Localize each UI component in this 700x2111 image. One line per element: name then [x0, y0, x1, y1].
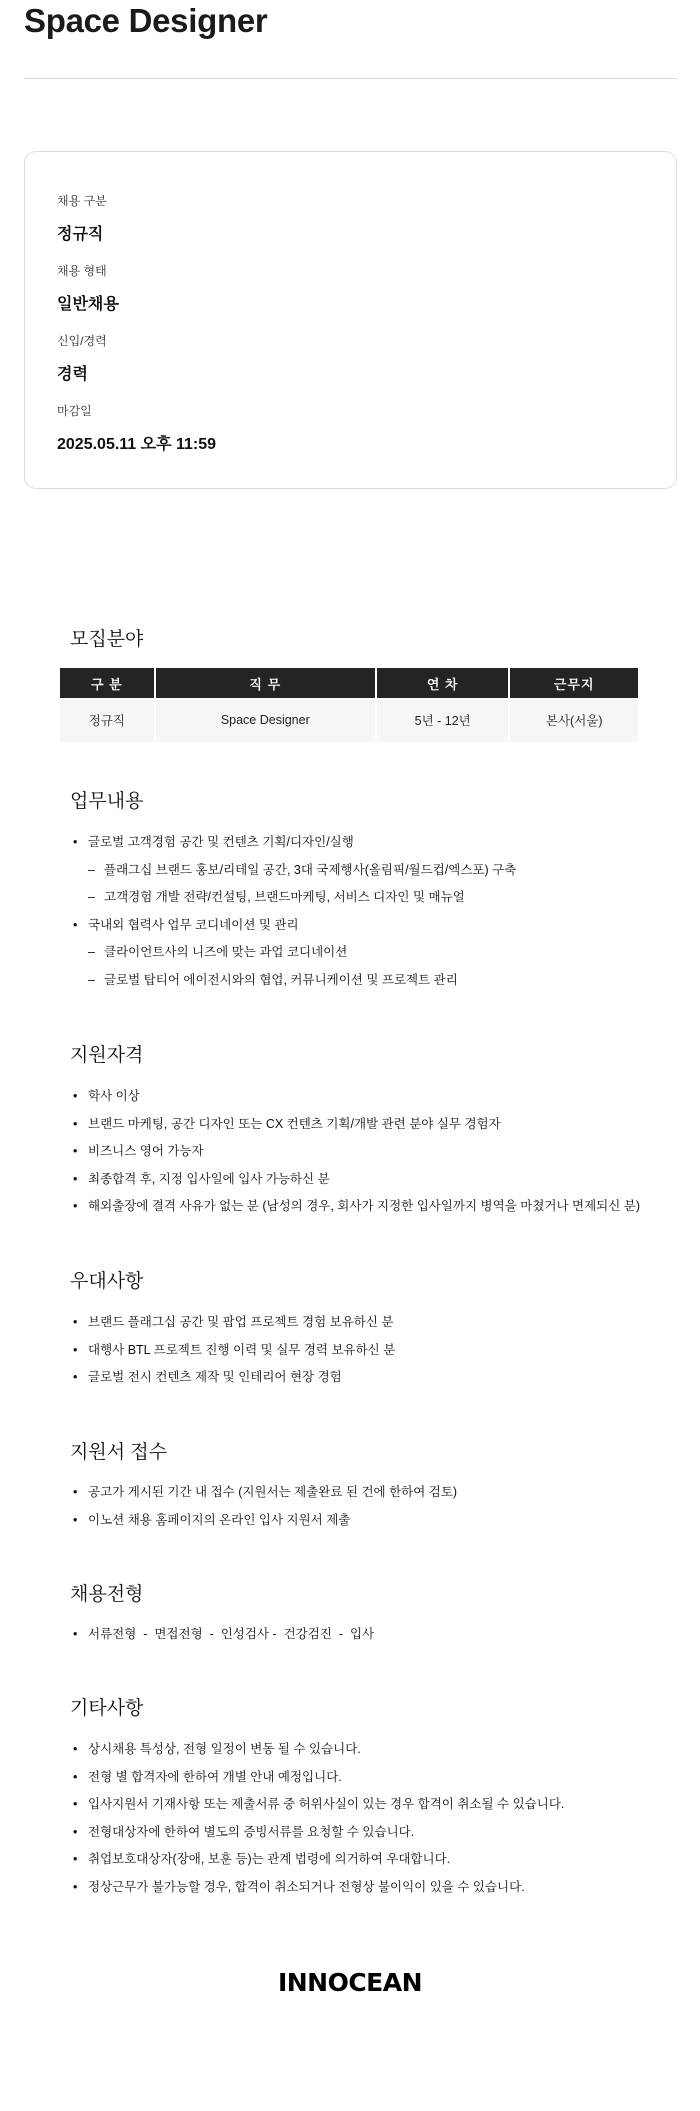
list-item: • 대행사 BTL 프로젝트 진행 이력 및 실무 경력 보유하신 분: [70, 1337, 395, 1365]
section-title-qualifications: 지원자격: [70, 1045, 144, 1066]
summary-label: 마감일: [57, 404, 92, 418]
etc-list: [70, 1736, 564, 1902]
table-header-row: [60, 668, 638, 698]
list-item: • 이노션 채용 홈페이지의 온라인 입사 지원서 제출: [70, 1507, 457, 1535]
table-header: 직 무: [156, 668, 375, 698]
table-header: 구 분: [60, 668, 154, 698]
list-subitem: – 글로벌 탑티어 에이전시와의 협업, 커뮤니케이션 및 프로젝트 관리: [70, 967, 516, 995]
table-header: 근무지: [510, 668, 638, 698]
application-list: [70, 1479, 457, 1534]
table-row: [60, 698, 638, 742]
title-divider: [24, 78, 677, 79]
list-item: • 전형 별 합격자에 한하여 개별 안내 예정입니다.: [70, 1764, 564, 1792]
section-title-preferred: 우대사항: [70, 1271, 144, 1292]
summary-employment-category: [57, 192, 107, 244]
section-title-field: 모집분야: [70, 629, 144, 650]
list-item: • 서류전형 - 면접전형 - 인성검사 - 건강검진 - 입사: [70, 1621, 374, 1649]
list-item: • 해외출장에 결격 사유가 없는 분 (남성의 경우, 회사가 지정한 입사일까지 병역을 마쳤거나 면제되신 분): [70, 1193, 640, 1221]
section-title-application: 지원서 접수: [70, 1442, 168, 1463]
qualifications-list: [70, 1083, 640, 1221]
summary-career-level: [57, 332, 107, 384]
summary-card: [24, 151, 677, 489]
list-item: • 정상근무가 불가능할 경우, 합격이 취소되거나 전형상 불이익이 있을 수 있습니다.: [70, 1874, 564, 1902]
page-title: Space Designer: [24, 2, 268, 39]
process-list: [70, 1621, 374, 1649]
innocean-logo: INNOCEAN: [277, 1968, 423, 1997]
list-item: • 글로벌 전시 컨텐츠 제작 및 인테리어 현장 경험: [70, 1364, 395, 1392]
summary-value: 2025.05.11 오후 11:59: [57, 436, 217, 453]
recruitment-table: [58, 668, 640, 742]
table-cell: Space Designer: [156, 698, 375, 742]
duties-list: [70, 829, 516, 995]
list-item: • 상시채용 특성상, 전형 일정이 변동 될 수 있습니다.: [70, 1736, 564, 1764]
list-item: • 비즈니스 영어 가능자: [70, 1138, 640, 1166]
summary-value: 경력: [57, 366, 88, 383]
table-cell: 정규직: [60, 698, 154, 742]
summary-label: 신입/경력: [57, 334, 107, 348]
section-title-etc: 기타사항: [70, 1698, 144, 1719]
table-cell: 본사(서울): [510, 698, 638, 742]
list-item: • 최종합격 후, 지정 입사일에 입사 가능하신 분: [70, 1166, 640, 1194]
summary-deadline: [57, 402, 216, 454]
table-header: 연 차: [377, 668, 509, 698]
list-item: • 공고가 게시된 기간 내 접수 (지원서는 제출완료 된 건에 한하여 검토): [70, 1479, 457, 1507]
list-item: • 국내외 협력사 업무 코디네이션 및 관리: [70, 912, 516, 940]
list-item: • 입사지원서 기재사항 또는 제출서류 중 허위사실이 있는 경우 합격이 취소될 수 있습니다.: [70, 1791, 564, 1819]
table-cell: 5년 - 12년: [377, 698, 509, 742]
list-item: • 브랜드 플래그십 공간 및 팝업 프로젝트 경험 보유하신 분: [70, 1309, 395, 1337]
summary-value: 정규직: [57, 226, 104, 243]
summary-employment-type: [57, 262, 119, 314]
summary-label: 채용 형태: [57, 264, 107, 278]
section-title-duties: 업무내용: [70, 791, 144, 812]
list-item: • 브랜드 마케팅, 공간 디자인 또는 CX 컨텐츠 기획/개발 관련 분야 실무 경험자: [70, 1111, 640, 1139]
list-subitem: – 클라이언트사의 니즈에 맞는 과업 코디네이션: [70, 939, 516, 967]
summary-label: 채용 구분: [57, 194, 107, 208]
list-item: • 글로벌 고객경험 공간 및 컨텐츠 기획/디자인/실행: [70, 829, 516, 857]
summary-value: 일반채용: [57, 296, 119, 313]
list-subitem: – 플래그십 브랜드 홍보/리테일 공간, 3대 국제행사(올림픽/월드컵/엑스포) 구축: [70, 857, 516, 885]
list-item: • 취업보호대상자(장애, 보훈 등)는 관계 법령에 의거하여 우대합니다.: [70, 1846, 564, 1874]
list-subitem: – 고객경험 개발 전략/컨설팅, 브랜드마케팅, 서비스 디자인 및 매뉴얼: [70, 884, 516, 912]
list-item: • 전형대상자에 한하여 별도의 증빙서류를 요청할 수 있습니다.: [70, 1819, 564, 1847]
list-item: • 학사 이상: [70, 1083, 640, 1111]
section-title-process: 채용전형: [70, 1584, 144, 1605]
preferred-list: [70, 1309, 395, 1392]
